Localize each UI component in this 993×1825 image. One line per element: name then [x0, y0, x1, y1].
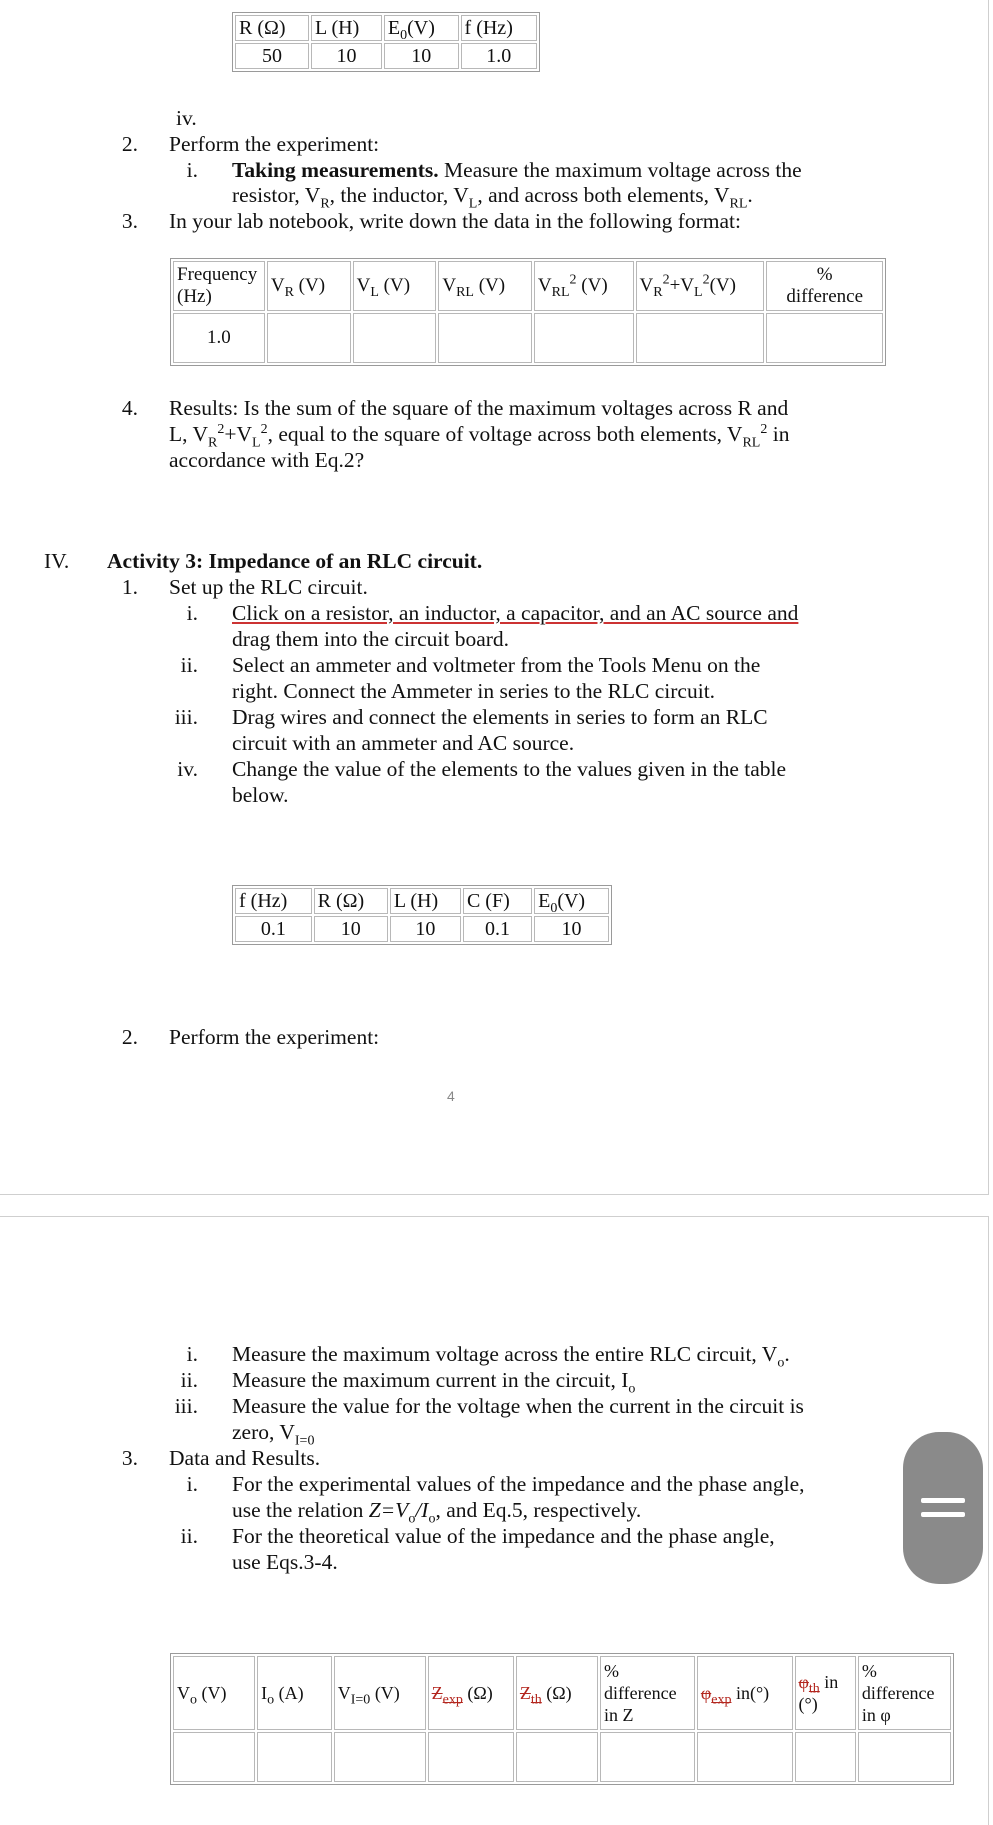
table-header: $E_0(V)$ — [384, 15, 459, 41]
drag-grip-icon — [921, 1512, 965, 1517]
list-marker: 3. — [121, 209, 138, 233]
table-cell — [600, 1732, 695, 1782]
list-marker: i. — [186, 158, 198, 182]
table-header: $Z_{th}$ (Ω) — [516, 1656, 598, 1730]
table-header: L (H) — [390, 888, 461, 914]
document-page-2 — [0, 1216, 989, 1825]
table-cell: 0.1 — [463, 916, 532, 942]
table-cell — [173, 1732, 255, 1782]
list-item-continuation: below. — [232, 783, 289, 807]
list-item: Change the value of the elements to the values given in the table — [232, 757, 787, 781]
list-item: Set up the RLC circuit. — [169, 575, 368, 599]
list-marker: ii. — [180, 653, 198, 677]
voltage-data-table — [170, 258, 886, 366]
table-header: $V_{RL}^2$ (V) — [534, 261, 634, 311]
table-cell — [795, 1732, 856, 1782]
table-header: $I_o$ (A) — [257, 1656, 332, 1730]
table-header: $\varphi_{exp}$ in(°) — [697, 1656, 793, 1730]
table-cell — [516, 1732, 598, 1782]
table-header: $V_o$ (V) — [173, 1656, 255, 1730]
table-header: f (Hz) — [461, 15, 537, 41]
list-item-continuation: L, $V_R^2+V_L^2$, equal to the square of voltage across both elements, $V_{RL}^2$ in — [169, 421, 790, 451]
list-item-continuation: circuit with an ammeter and AC source. — [232, 731, 575, 755]
list-marker: ii. — [180, 1524, 198, 1548]
table-cell — [267, 313, 351, 363]
table-cell — [636, 313, 765, 363]
circuit-values-table-2 — [232, 885, 612, 945]
list-marker: iii. — [174, 705, 198, 729]
list-item-continuation: accordance with Eq.2? — [169, 448, 365, 472]
drag-grip-icon — [921, 1498, 965, 1503]
list-marker: iv. — [176, 106, 197, 130]
list-item: In your lab notebook, write down the data in the following format: — [169, 209, 742, 233]
list-item-continuation: zero, $V_{I=0}$ — [232, 1420, 315, 1449]
scroll-handle[interactable] — [903, 1432, 983, 1584]
table-header: % difference — [766, 261, 883, 311]
table-cell: 10 — [534, 916, 609, 942]
table-header: % difference in Z — [600, 1656, 695, 1730]
list-item: Data and Results. — [169, 1446, 321, 1470]
table-header: f (Hz) — [235, 888, 312, 914]
table-header: L (H) — [311, 15, 382, 41]
list-marker: i. — [186, 601, 198, 625]
table-cell: 0.1 — [235, 916, 312, 942]
table-cell — [353, 313, 437, 363]
list-item-continuation: use Eqs.3-4. — [232, 1550, 338, 1574]
table-header: $V_{I=0}$ (V) — [334, 1656, 426, 1730]
list-item: Drag wires and connect the elements in series to form an RLC — [232, 705, 768, 729]
list-item-continuation: drag them into the circuit board. — [232, 627, 510, 651]
list-item: For the theoretical value of the impedance and the phase angle, — [232, 1524, 775, 1548]
list-item: For the experimental values of the impedance and the phase angle, — [232, 1472, 805, 1496]
table-cell — [257, 1732, 332, 1782]
list-item: Results: Is the sum of the square of the maximum voltages across R and — [169, 396, 789, 420]
page-gap — [0, 1195, 993, 1216]
table-cell — [697, 1732, 793, 1782]
list-item: Measure the maximum voltage across the entire RLC circuit, $V_o$. — [232, 1342, 790, 1371]
table-header: R (Ω) — [235, 15, 309, 41]
table-cell: 10 — [311, 43, 382, 69]
table-header: $V_R^2+V_L^2(V)$ — [636, 261, 765, 311]
list-marker: iv. — [177, 757, 198, 781]
list-item-continuation: right. Connect the Ammeter in series to the RLC circuit. — [232, 679, 716, 703]
list-item: Measure the maximum current in the circuit, $I_o$ — [232, 1368, 636, 1397]
table-header: Frequency (Hz) — [173, 261, 265, 311]
table-header: $V_{RL}$ (V) — [438, 261, 532, 311]
list-item: Taking measurements. Measure the maximum voltage across the — [232, 158, 802, 182]
list-marker: 3. — [121, 1446, 138, 1470]
list-marker: 1. — [121, 575, 138, 599]
section-title: Activity 3: Impedance of an RLC circuit. — [107, 549, 483, 573]
list-item-continuation: use the relation $Z=V_o/I_o$, and Eq.5, respectively. — [232, 1498, 642, 1527]
list-item: Perform the experiment: — [169, 132, 380, 156]
list-marker: i. — [186, 1472, 198, 1496]
list-item: Click on a resistor, an inductor, a capacitor, and an AC source and — [232, 601, 799, 625]
table-cell: 1.0 — [461, 43, 537, 69]
table-cell — [534, 313, 634, 363]
circuit-values-table-1 — [232, 12, 540, 72]
list-marker: 2. — [121, 1025, 138, 1049]
list-item: Select an ammeter and voltmeter from the Tools Menu on the — [232, 653, 761, 677]
table-header: % difference in φ — [858, 1656, 951, 1730]
table-cell — [766, 313, 883, 363]
table-cell — [334, 1732, 426, 1782]
list-marker: iii. — [174, 1394, 198, 1418]
table-cell: 50 — [235, 43, 309, 69]
table-cell: 10 — [384, 43, 459, 69]
table-cell: 10 — [390, 916, 461, 942]
impedance-data-table — [170, 1653, 954, 1785]
list-marker: 4. — [121, 396, 138, 420]
page-number: 4 — [447, 1088, 455, 1104]
table-cell — [858, 1732, 951, 1782]
table-cell: 10 — [314, 916, 388, 942]
section-number: IV. — [44, 549, 70, 573]
table-header: $E_0(V)$ — [534, 888, 609, 914]
table-header: $V_L$ (V) — [353, 261, 437, 311]
table-header: R (Ω) — [314, 888, 388, 914]
table-header: $V_R$ (V) — [267, 261, 351, 311]
table-header: $Z_{exp}$ (Ω) — [428, 1656, 514, 1730]
list-marker: 2. — [121, 132, 138, 156]
table-header: C (F) — [463, 888, 532, 914]
table-cell — [428, 1732, 514, 1782]
list-marker: i. — [186, 1342, 198, 1366]
list-marker: ii. — [180, 1368, 198, 1392]
list-item: Perform the experiment: — [169, 1025, 380, 1049]
table-cell: 1.0 — [173, 313, 265, 363]
table-cell — [438, 313, 532, 363]
table-header: $\varphi_{th}$ in (°) — [795, 1656, 856, 1730]
list-item-continuation: resistor, $V_R$, the inductor, $V_L$, and across both elements, $V_{RL}$. — [232, 183, 753, 212]
list-item: Measure the value for the voltage when the current in the circuit is — [232, 1394, 804, 1418]
